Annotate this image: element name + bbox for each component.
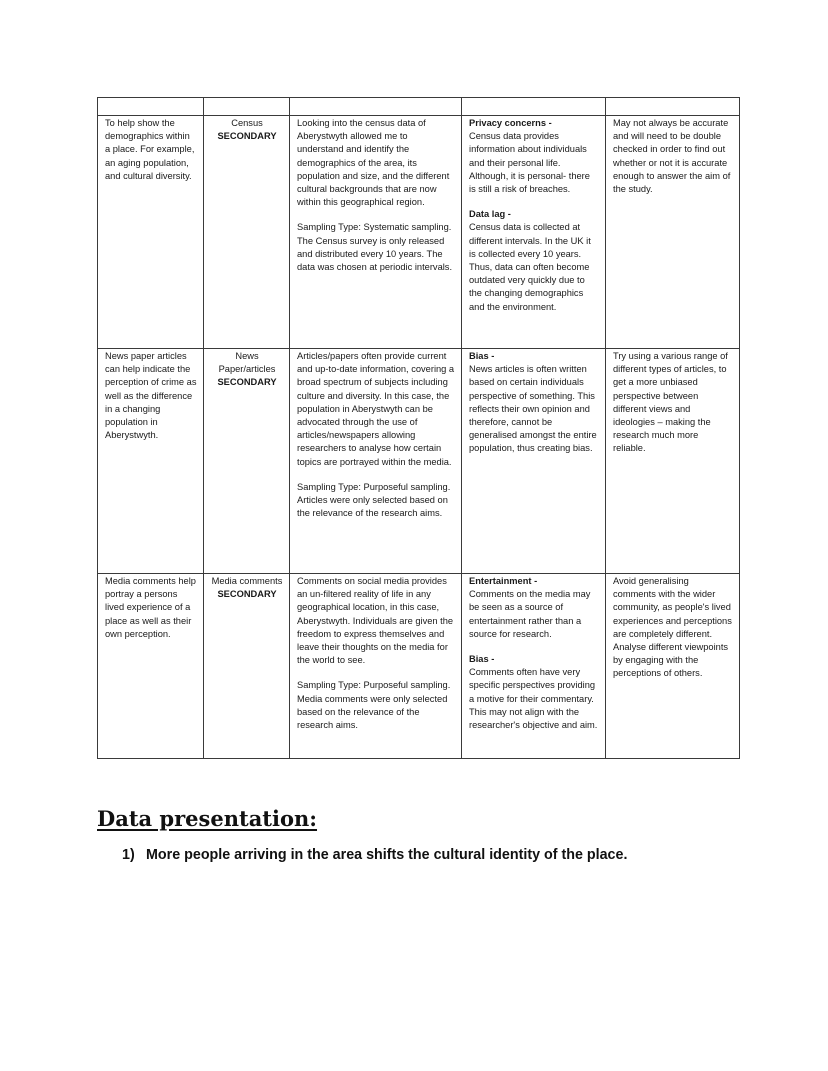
table-row xyxy=(98,349,740,574)
limitation-heading: Entertainment - xyxy=(469,576,538,586)
source-cell xyxy=(204,574,290,759)
description-cell xyxy=(290,349,462,574)
header-cell xyxy=(98,98,204,116)
table-header-row xyxy=(98,98,740,116)
limitation-text: Census data is collected at different intervals. In the UK it is collected every 10 years. Thus, data can often become outdated very quickly due to the changing demographics and the environment. xyxy=(469,222,591,312)
purpose-cell: To help show the demographics within a place. For example, an aging population, and cultural diversity. xyxy=(98,116,204,349)
limitations-cell xyxy=(462,574,606,759)
item-number: 1) xyxy=(122,847,135,863)
description-text: Articles/papers often provide current and up-to-date information, covering a broad spectrum of subjects including culture and diversity. In this case, the population in Aberystwyth can be advocated through the use of articles/newspapers allowing researchers to analyse how certain topics are portrayed within the media. xyxy=(297,351,455,467)
limitation-heading: Privacy concerns - xyxy=(469,118,552,128)
improvement-cell: Try using a various range of different types of articles, to get a more unbiased perspective between different views and ideologies – making the research much more reliable. xyxy=(606,349,740,574)
source-type: SECONDARY xyxy=(217,589,277,600)
limitation-block xyxy=(469,575,599,641)
source-type: SECONDARY xyxy=(217,377,277,388)
header-cell xyxy=(606,98,740,116)
limitation-block xyxy=(469,117,599,196)
limitation-block xyxy=(469,653,599,732)
limitation-heading: Bias - xyxy=(469,351,495,361)
limitation-heading: Data lag - xyxy=(469,209,511,220)
source-name: Media comments xyxy=(211,576,283,586)
limitation-heading: Bias - xyxy=(469,654,495,665)
methodology-table xyxy=(97,97,740,759)
source-type: SECONDARY xyxy=(217,131,277,142)
header-cell xyxy=(204,98,290,116)
limitations-cell xyxy=(462,349,606,574)
source-name: News Paper/articles xyxy=(218,351,276,375)
header-cell xyxy=(290,98,462,116)
section-title: Data presentation: xyxy=(97,806,318,831)
limitation-text: News articles is often written based on certain individuals perspective of something. This reflects their own opinion and therefore, cannot be generalised amongst the entire population, thus creating bias. xyxy=(469,364,597,454)
improvement-cell: May not always be accurate and will need to be double checked in order to find out whether or not it is accurate enough to answer the aim of the study. xyxy=(606,116,740,349)
description-cell xyxy=(290,116,462,349)
description-text: Looking into the census data of Aberystwyth allowed me to understand and identify the demographics of the area, its population and size, and the different cultural backgrounds that are now within this geographical region. xyxy=(297,118,450,208)
source-name: Census xyxy=(231,118,263,128)
limitation-block xyxy=(469,208,599,314)
sampling-text: Sampling Type: Purposeful sampling. Articles were only selected based on the relevance of the research aims. xyxy=(297,481,451,519)
header-cell xyxy=(462,98,606,116)
limitation-text: Comments often have very specific perspectives providing a motive for their commentary. This may not align with the researcher's objective and aim. xyxy=(469,667,598,731)
source-cell xyxy=(204,349,290,574)
limitation-block xyxy=(469,350,599,456)
sampling-text: Sampling Type: Purposeful sampling. Media comments were only selected based on the relevance of the research aims. xyxy=(297,680,451,731)
description-text: Comments on social media provides an un-filtered reality of life in any geographical location, in this case, Aberystwyth. Individuals are given the freedom to express themselves and leave their thoughts on the media for the world to see. xyxy=(297,576,454,666)
limitation-text: Comments on the media may be seen as a source of entertainment rather than a source for research. xyxy=(469,589,591,639)
purpose-cell: Media comments help portray a persons lived experience of a place as well as their own perception. xyxy=(98,574,204,759)
sampling-text: Sampling Type: Systematic sampling. The Census survey is only released and distributed every 10 years. The data was chosen at periodic intervals. xyxy=(297,222,453,273)
source-cell xyxy=(204,116,290,349)
limitations-cell xyxy=(462,116,606,349)
improvement-cell: Avoid generalising comments with the wider community, as people's lived experiences and perceptions are completely different. Analyse different viewpoints by engaging with the perceptions of others. xyxy=(606,574,740,759)
item-text: More people arriving in the area shifts the cultural identity of the place. xyxy=(146,847,628,863)
description-cell xyxy=(290,574,462,759)
table-row xyxy=(98,574,740,759)
table-row xyxy=(98,116,740,349)
limitation-text: Census data provides information about individuals and their personal life. Although, it is personal- there is still a risk of breaches. xyxy=(469,131,590,195)
purpose-cell: News paper articles can help indicate the perception of crime as well as the difference in a changing population in Aberystwyth. xyxy=(98,349,204,574)
numbered-item xyxy=(122,847,627,863)
